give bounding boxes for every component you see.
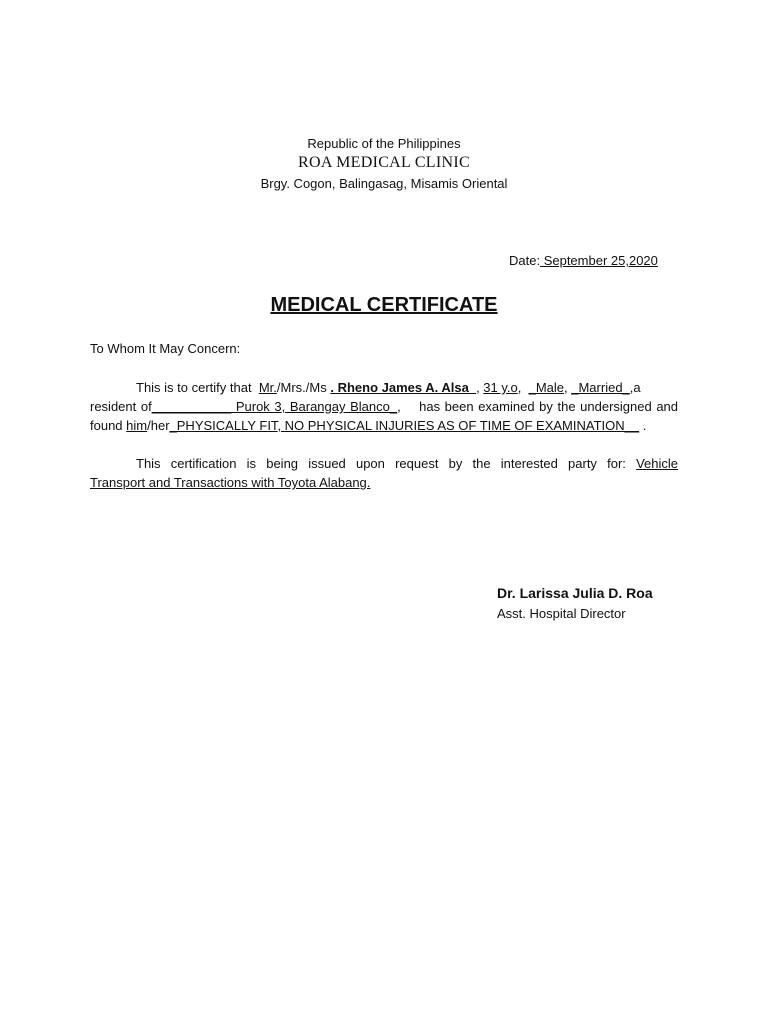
salutation: To Whom It May Concern: <box>90 341 241 356</box>
date-line <box>509 253 658 268</box>
document-title: MEDICAL CERTIFICATE <box>270 294 498 316</box>
p2-purpose2: Transport and Transactions with Toyota Alabang. <box>90 475 371 490</box>
p1-her: /her <box>147 418 170 433</box>
paragraph2-line1 <box>90 454 678 473</box>
p1-him: him <box>126 418 148 433</box>
p1-name: . Rheno James A. Alsa_ <box>330 380 477 395</box>
header-country: Republic of the Philippines <box>307 136 461 151</box>
date-label: Date: <box>509 253 541 268</box>
p1-period: . <box>642 418 647 433</box>
p2-intro: This certification is being issued upon request by the interested party for: <box>136 456 626 471</box>
p1-age: 31 y.o <box>483 380 518 395</box>
p1-status: _Married_ <box>571 380 630 395</box>
paragraph2-line2 <box>90 473 678 492</box>
p1-found: found <box>90 418 123 433</box>
signatory-name: Dr. Larissa Julia D. Roa <box>497 585 653 601</box>
signatory-position: Asst. Hospital Director <box>497 606 626 621</box>
p1-examined: has been examined by the undersigned and <box>419 399 679 414</box>
paragraph1-line2: resident of___________ Purok 3, Barangay Blanco_, has been examined by the undersigned and <box>90 399 679 414</box>
p1-title-mr: Mr. <box>258 380 277 395</box>
p1-finding: _PHYSICALLY FIT, NO PHYSICAL INJURIES AS OF TIME OF EXAMINATION__ <box>169 418 640 433</box>
p1-intro: This is to certify that <box>136 380 252 395</box>
p1-suffix: ,a <box>629 380 641 395</box>
p2-purpose1: Vehicle <box>636 456 678 471</box>
p1-resident-of: resident of <box>90 399 152 414</box>
p1-residence: ___________ Purok 3, Barangay Blanco_ <box>151 399 398 414</box>
date-value: September 25,2020 <box>540 253 658 268</box>
header-address: Brgy. Cogon, Balingasag, Misamis Oriental <box>260 176 508 191</box>
header-clinic-name: ROA MEDICAL CLINIC <box>298 154 470 171</box>
p1-title-rest: /Mrs./Ms <box>276 380 327 395</box>
paragraph1-line3 <box>90 416 678 435</box>
p1-sex: _Male <box>528 380 565 395</box>
paragraph1-line1: This is to certify that Mr./Mrs./Ms . Rheno James A. Alsa_, 31 y.o, _Male, _Married_,a <box>136 380 641 395</box>
